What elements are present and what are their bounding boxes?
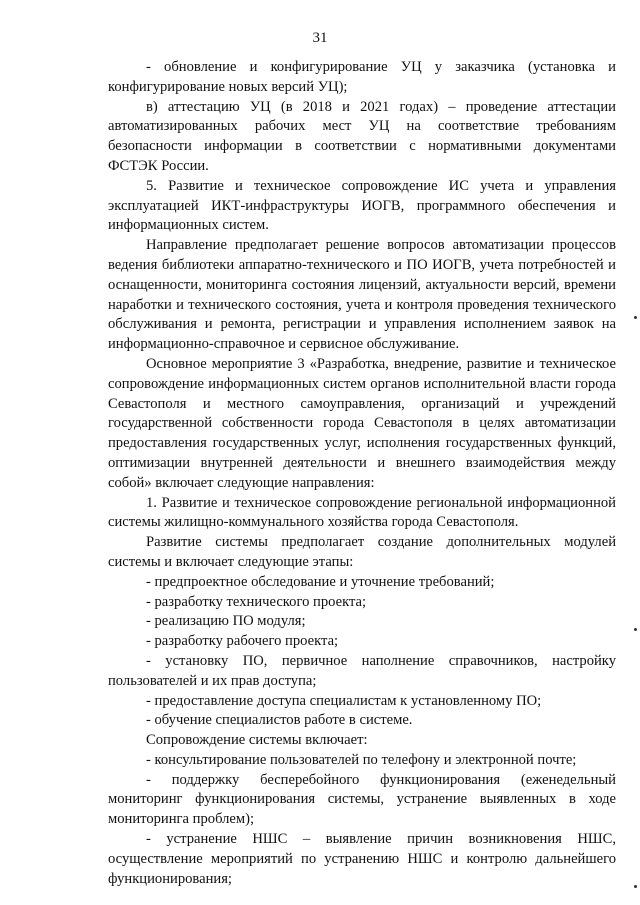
paragraph: в) аттестацию УЦ (в 2018 и 2021 годах) – проведение аттестации автоматизированных рабочих мест УЦ на соответствие требованиям безопасности информации в соответствии с нормативными документами ФСТЭК России. (108, 98, 616, 174)
paragraph: Направление предполагает решение вопросов автоматизации процессов ведения библиотеки аппаратно-технического и ПО ИОГВ, учета потребностей и оснащенности, мониторинга состояния лицензий, актуальности версий, времени наработки и технического состояния, учета и контроля проведения технического обслуживания и ремонта, регистрации и управления исполнением заявок на информационно-справочное и сервисное обслуживание. (108, 237, 616, 353)
list-item: - поддержку бесперебойного функционирования (еженедельный мониторинг функционирования системы, устранение выявленных в ходе мониторинга проблем); (108, 771, 616, 828)
scan-dot-mark (634, 316, 637, 319)
list-item: - реализацию ПО модуля; (146, 613, 306, 630)
paragraph: - обновление и конфигурирование УЦ у заказчика (установка и конфигурирование новых версий УЦ); (108, 59, 616, 95)
list-item: - устранение НШС – выявление причин возникновения НШС, осуществление мероприятий по устранению НШС и контролю дальнейшего функционирования; (108, 831, 616, 887)
list-item: - разработку технического проекта; (146, 593, 367, 610)
paragraph: Развитие системы предполагает создание дополнительных модулей системы и включает следующие этапы: (108, 534, 616, 570)
list-item: - обучение специалистов работе в системе. (146, 712, 413, 729)
paragraph: Основное мероприятие 3 «Разработка, внедрение, развитие и техническое сопровождение информационных систем органов исполнительной власти города Севастополя и местного самоуправления, организаций и учреждений государственной собственности города Севастополя в целях автоматизации предоставления государственных услуг, исполнения государственных функций, оптимизации внутренней деятельности и внешнего взаимодействия между собой» включает следующие направления: (108, 355, 616, 491)
paragraph: Сопровождение системы включает: (146, 732, 368, 749)
list-item: - консультирование пользователей по телефону и электронной почте; (146, 751, 577, 768)
list-item: - установку ПО, первичное наполнение справочников, настройку пользователей и их прав доступа; (108, 652, 616, 689)
paragraph: 5. Развитие и техническое сопровождение ИС учета и управления эксплуатацией ИКТ-инфраструктуры ИОГВ, программного обеспечения и информационных систем. (108, 177, 616, 234)
document-body (108, 58, 616, 889)
list-item: - разработку рабочего проекта; (146, 633, 339, 650)
paragraph: 1. Развитие и техническое сопровождение региональной информационной системы жилищно-коммунального хозяйства города Севастополя. (108, 494, 616, 531)
scan-dot-mark (634, 628, 637, 631)
scan-dot-mark (634, 885, 637, 888)
page-number: 31 (312, 30, 328, 46)
list-item: - предоставление доступа специалистам к установленному ПО; (146, 692, 542, 709)
list-item: - предпроектное обследование и уточнение требований; (146, 573, 495, 590)
